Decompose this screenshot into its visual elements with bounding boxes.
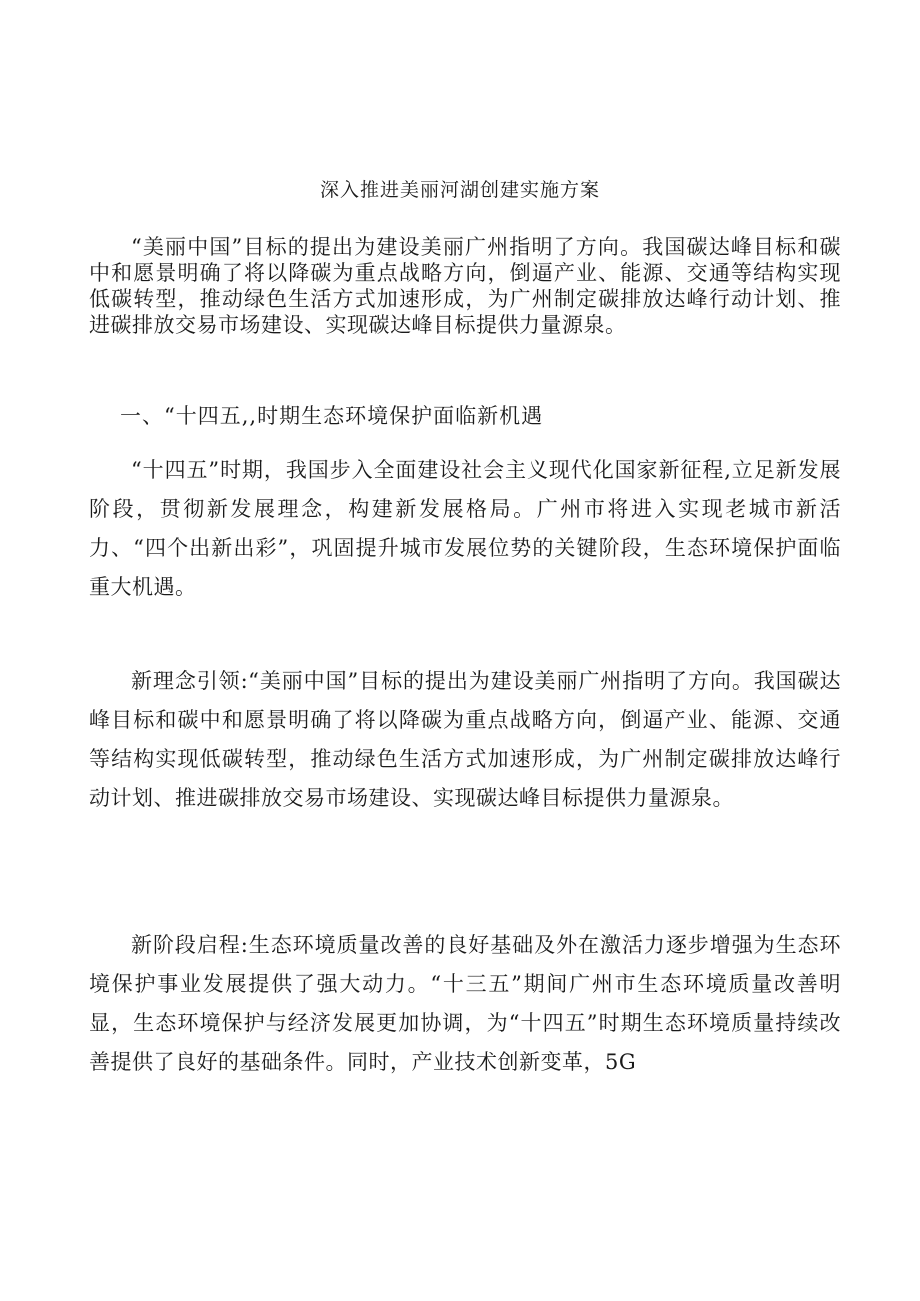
body-paragraph-1: “十四五”时期，我国步入全面建设社会主义现代化国家新征程,立足新发展阶段，贯彻新发展理念，构建新发展格局。广州市将进入实现老城市新活力、“四个出新出彩”，巩固提升城市发展位势的关键阶段，生态环境保护面临重大机遇。 bbox=[89, 458, 841, 599]
intro-paragraph: “美丽中国”目标的提出为建设美丽广州指明了方向。我国碳达峰目标和碳中和愿景明确了将以降碳为重点战略方向，倒逼产业、能源、交通等结构实现低碳转型，推动绿色生活方式加速形成，为广州制定碳排放达峰行动计划、推进碳排放交易市场建设、实现碳达峰目标提供力量源泉。 bbox=[89, 235, 841, 337]
document-title: 深入推进美丽河湖创建实施方案 bbox=[319, 179, 600, 201]
section-heading: 一、“十四五,,时期生态环境保护面临新机遇 bbox=[120, 404, 544, 428]
body-paragraph-2: 新理念引领:“美丽中国”目标的提出为建设美丽广州指明了方向。我国碳达峰目标和碳中和愿景明确了将以降碳为重点战略方向，倒逼产业、能源、交通等结构实现低碳转型，推动绿色生活方式加速形成，为广州制定碳排放达峰行动计划、推进碳排放交易市场建设、实现碳达峰目标提供力量源泉。 bbox=[89, 669, 841, 810]
body-paragraph-3: 新阶段启程:生态环境质量改善的良好基础及外在激活力逐步增强为生态环境保护事业发展提供了强大动力。“十三五”期间广州市生态环境质量改善明显，生态环境保护与经济发展更加协调，为“十四五”时期生态环境质量持续改善提供了良好的基础条件。同时，产业技术创新变革，5G bbox=[89, 933, 841, 1074]
